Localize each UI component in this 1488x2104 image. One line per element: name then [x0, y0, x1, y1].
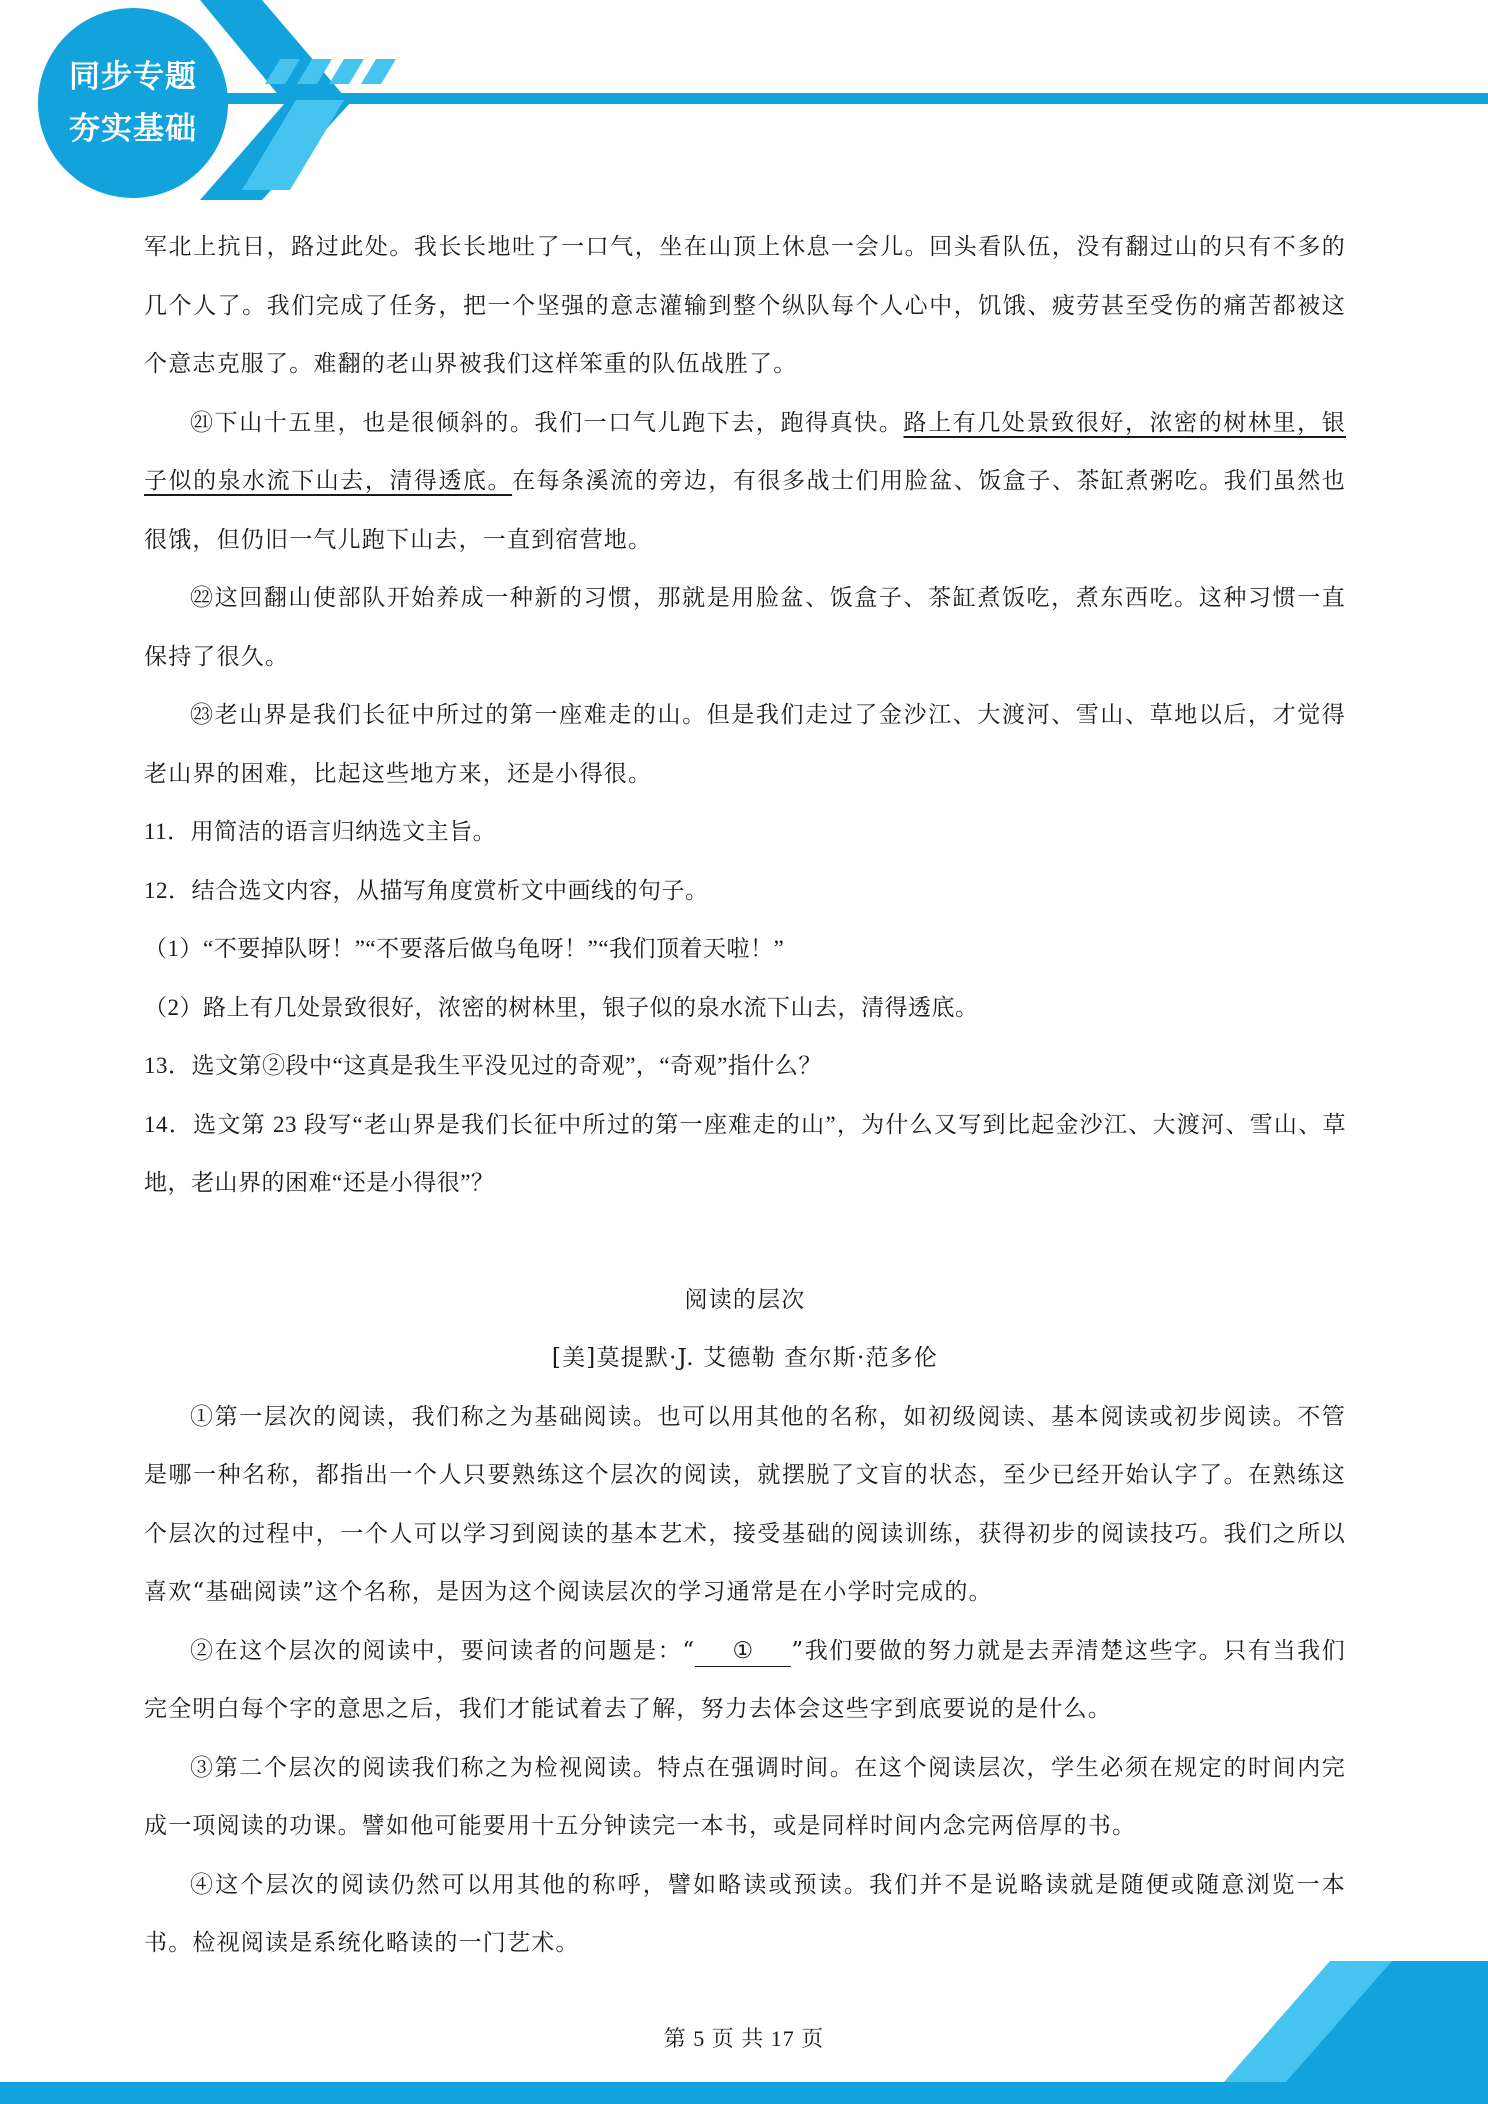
question-14: 14．选文第 23 段写“老山界是我们长征中所过的第一座难走的山”，为什么又写到比起金沙江、大渡河、雪山、草地，老山界的困难“还是小得很”？	[144, 1111, 1346, 1195]
answer-blank-1[interactable]: ①	[695, 1636, 791, 1667]
paragraph-21	[144, 394, 1346, 570]
paragraph-3: ③第二个层次的阅读我们称之为检视阅读。特点在强调时间。在这个阅读层次，学生必须在规定的时间内完成一项阅读的功课。譬如他可能要用十五分钟读完一本书，或是同样时间内念完两倍厚的书。	[144, 1754, 1346, 1839]
paragraph-21-part-a: ㉑下山十五里，也是很倾斜的。我们一口气儿跑下去，跑得真快。	[190, 409, 904, 436]
passage-author: [美]莫提默·J. 艾德勒 查尔斯·范多伦	[551, 1345, 939, 1371]
paragraph-23: ㉓老山界是我们长征中所过的第一座难走的山。但是我们走过了金沙江、大渡河、雪山、草地以后，才觉得老山界的困难，比起这些地方来，还是小得很。	[144, 702, 1346, 787]
underlined-sentence: 路上有几处景致很好，浓密的树林里，银子似的泉水流下山去，清得透底。	[144, 409, 1346, 494]
paragraph-2-part-a: ②在这个层次的阅读中，要问读者的问题是：“	[190, 1637, 696, 1664]
paragraph-21-part-b: 在每条溪流的旁边，有很多战士们用脸盆、饭盒子、茶缸煮粥吃。我们虽然也很饿，但仍旧一气儿跑下山去，一直到宿营地。	[144, 468, 1346, 553]
badge-line-2: 夯实基础	[69, 111, 197, 147]
paragraph-1: ①第一层次的阅读，我们称之为基础阅读。也可以用其他的名称，如初级阅读、基本阅读或初步阅读。不管是哪一种名称，都指出一个人只要熟练这个层次的阅读，就摆脱了文盲的状态，至少已经开始认字了。在熟练这个层次的过程中，一个人可以学习到阅读的基本艺术，接受基础的阅读训练，获得初步的阅读技巧。我们之所以喜欢“基础阅读”这个名称，是因为这个阅读层次的学习通常是在小学时完成的。	[144, 1403, 1346, 1605]
question-11: 11．用简洁的语言归纳选文主旨。	[144, 819, 497, 844]
page-number: 第 5 页 共 17 页	[663, 2026, 825, 2051]
question-12-sub-1: （1）“不要掉队呀！”“不要落后做乌龟呀！”“我们顶着天啦！”	[144, 936, 785, 961]
badge-line-1: 同步专题	[69, 59, 197, 95]
document-body	[144, 218, 1346, 1973]
section-badge	[38, 8, 228, 198]
paragraph-22: ㉒这回翻山使部队开始养成一种新的习惯，那就是用脸盆、饭盒子、茶缸煮饭吃，煮东西吃。这种习惯一直保持了很久。	[144, 585, 1346, 670]
paragraph-2	[144, 1622, 1346, 1739]
question-12-sub-2: （2）路上有几处景致很好，浓密的树林里，银子似的泉水流下山去，清得透底。	[144, 994, 979, 1020]
paragraph-4: ④这个层次的阅读仍然可以用其他的称呼，譬如略读或预读。我们并不是说略读就是随便或随意浏览一本书。检视阅读是系统化略读的一门艺术。	[144, 1871, 1346, 1956]
paragraph-continued: 军北上抗日，路过此处。我长长地吐了一口气，坐在山顶上休息一会儿。回头看队伍，没有翻过山的只有不多的几个人了。我们完成了任务，把一个坚强的意志灌输到整个纵队每个人心中，饥饿、疲劳甚至受伤的痛苦都被这个意志克服了。难翻的老山界被我们这样笨重的队伍战胜了。	[144, 234, 1346, 377]
paragraph-2-part-b: ”我们要做的努力就是去弄清楚这些字。只有当我们完全明白每个字的意思之后，我们才能试着去了解，努力去体会这些字到底要说的是什么。	[144, 1637, 1346, 1722]
page-header	[0, 0, 1488, 200]
question-12: 12．结合选文内容，从描写角度赏析文中画线的句子。	[144, 877, 709, 903]
question-13: 13．选文第②段中“这真是我生平没见过的奇观”，“奇观”指什么？	[144, 1053, 822, 1078]
passage-title: 阅读的层次	[684, 1286, 806, 1313]
section-spacer	[144, 1213, 1346, 1271]
